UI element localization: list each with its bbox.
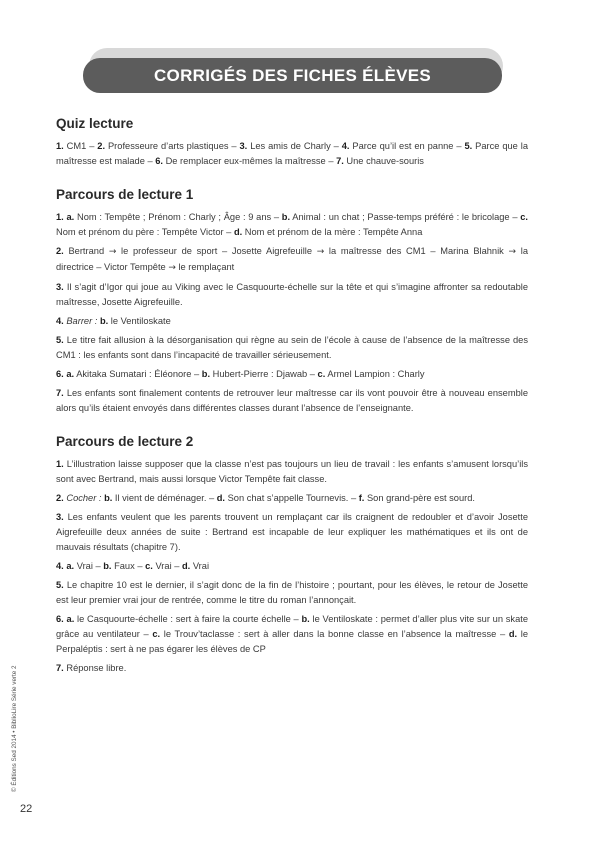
parcours2-answer-3: 3. Les enfants veulent que les parents trouvent un remplaçant car ils craignent de redoubler et d’avoir Josette Aigrefeuille deux années de suite : Bertrand est incapable de leur expliquer les mathématiques et ils ont de mauvais résultats (chapitre 7). — [56, 512, 528, 552]
parcours1-answer-3: 3. Il s’agit d’Igor qui joue au Viking avec le Casquourte-échelle sur la tête et qui s’imagine affronter sa redoutable maîtresse, Josette Aigrefeuille. — [56, 282, 528, 307]
arrow-right-icon: → — [316, 247, 325, 257]
parcours1-answer-4: 4. Barrer : b. le Ventiloskate — [56, 316, 171, 326]
parcours1-answer-5: 5. Le titre fait allusion à la désorganisation qui règne au sein de l’école à cause de l’absence de la maîtresse des CM1 : les enfants sont dans l’incapacité de travailler sérieusement. — [56, 335, 528, 360]
arrow-right-icon: → — [508, 247, 517, 257]
page-title: CORRIGÉS DES FICHES ÉLÈVES — [83, 58, 502, 93]
page-number: 22 — [20, 803, 33, 815]
copyright-note: © Éditions Sed 2014 • BiblioLire Série verte 2 — [11, 665, 18, 792]
parcours1-answer-7: 7. Les enfants sont finalement contents de retrouver leur maîtresse car ils vont pouvoir être à nouveau ensemble alors qu’ils étaient envoyés dans différentes classes durant l’absence de l’enseignante. — [56, 388, 528, 413]
parcours2-answer-1: 1. L’illustration laisse supposer que la classe n’est pas toujours un lieu de travail : les enfants s’amusent lorsqu’ils sont avec Bertrand, mais aussi lorsque Victor Tempête fait classe. — [56, 459, 528, 484]
quiz-section — [56, 116, 528, 169]
parcours2-answer-6: 6. a. le Casquourte-échelle : sert à faire la courte échelle – b. le Ventiloskate : permet d’aller plus vite sur un skate grâce au ventilateur – c. le Trouv’taclasse : sert à aller dans la bonne classe en l’absence la maîtresse – d. le Perpaléptis : sert à ne pas égarer les élèves de CP — [56, 614, 528, 654]
parcours1-answer-1: 1. a. Nom : Tempête ; Prénom : Charly ; Âge : 9 ans – b. Animal : un chat ; Passe-temps préféré : le bricolage – c. Nom et prénom du père : Tempête Victor – d. Nom et prénom de la mère : Tempête Anna — [56, 212, 528, 237]
parcours1-answer-6: 6. a. Akitaka Sumatari : Éléonore – b. Hubert-Pierre : Djawab – c. Armel Lampion : Charly — [56, 369, 425, 379]
parcours2-answer-5: 5. Le chapitre 10 est le dernier, il s’agit donc de la fin de l’histoire ; pourtant, pour les élèves, le retour de Josette est leur premier vrai jour de rentrée, comme le titre du roman l’annonçait. — [56, 580, 528, 605]
parcours2-heading: Parcours de lecture 2 — [56, 434, 194, 449]
main-content — [56, 116, 528, 694]
parcours2-section — [56, 434, 528, 676]
arrow-right-icon: → — [168, 263, 176, 273]
quiz-answers: 1. CM1 – 2. Professeure d’arts plastiques – 3. Les amis de Charly – 4. Parce qu’il est en panne – 5. Parce que la maîtresse est malade – 6. De remplacer eux-mêmes la maîtresse – 7. Une chauve-souris — [56, 141, 528, 166]
parcours1-section — [56, 187, 528, 416]
parcours2-answer-4: 4. a. Vrai – b. Faux – c. Vrai – d. Vrai — [56, 561, 210, 571]
parcours2-answer-2: 2. Cocher : b. Il vient de déménager. – d. Son chat s’appelle Tournevis. – f. Son grand-père est sourd. — [56, 493, 475, 503]
parcours1-answer-2: 2. Bertrand → le professeur de sport – Josette Aigrefeuille → la maîtresse des CM1 – Marina Blahnik → la directrice – Victor Tempête → le remplaçant — [56, 246, 528, 273]
quiz-heading: Quiz lecture — [56, 116, 134, 131]
parcours1-heading: Parcours de lecture 1 — [56, 187, 194, 202]
arrow-right-icon: → — [108, 247, 117, 257]
parcours2-answer-7: 7. Réponse libre. — [56, 663, 127, 673]
